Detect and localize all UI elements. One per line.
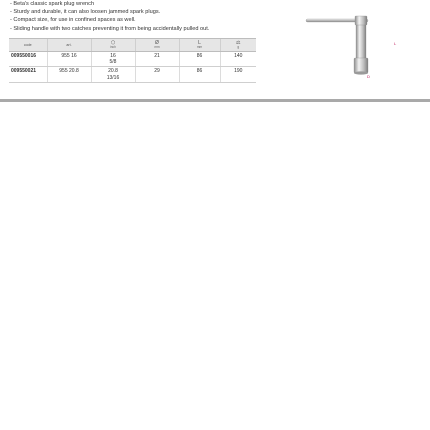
header-length: L mm: [179, 39, 220, 52]
cell-length: 86: [179, 67, 220, 82]
feature-item: - Sliding handle with two catches preventing it from being accidentally pulled out.: [10, 25, 210, 32]
cell-code: 009550016: [9, 52, 47, 67]
lower-socket: [354, 58, 368, 73]
cell-article: 955 20.8: [47, 67, 91, 82]
cell-size: 20.8 13/16: [91, 67, 135, 82]
header-size: ⬡ inch: [91, 39, 135, 52]
dimension-label-l: L: [394, 41, 397, 46]
cell-weight: 190: [220, 67, 256, 82]
cell-length: 86: [179, 52, 220, 67]
cell-code: 009550021: [9, 67, 47, 82]
header-article: art.: [47, 39, 91, 52]
upper-hex: [355, 16, 367, 25]
cell-size: 16 5/8: [91, 52, 135, 67]
header-weight: ⚖ g: [220, 39, 256, 52]
spark-plug-wrench-image: [300, 12, 400, 80]
weight-icon: ⚖: [236, 40, 241, 46]
dimension-label-d: D: [367, 74, 370, 79]
feature-item: - Beta's classic spark plug wrench: [10, 1, 95, 7]
cell-diameter: 21: [135, 52, 179, 67]
header-diameter: Ø mm: [135, 39, 179, 52]
cell-article: 955 16: [47, 52, 91, 67]
length-icon: L: [198, 40, 201, 46]
cell-diameter: 29: [135, 67, 179, 82]
feature-item: - Compact size, for use in confined spaces as well.: [10, 17, 136, 24]
table-row: [9, 67, 256, 82]
table-row: [9, 52, 256, 67]
hex-size-icon: ⬡: [110, 40, 116, 46]
cell-weight: 140: [220, 52, 256, 67]
section-divider: [0, 99, 430, 102]
header-code: code: [9, 39, 47, 52]
diameter-icon: Ø: [155, 40, 159, 46]
feature-item: - Sturdy and durable, it can also loosen jammed spark plugs.: [10, 9, 161, 16]
product-table: [9, 38, 256, 83]
feature-list: [10, 0, 209, 33]
table-header-row: [9, 39, 256, 52]
